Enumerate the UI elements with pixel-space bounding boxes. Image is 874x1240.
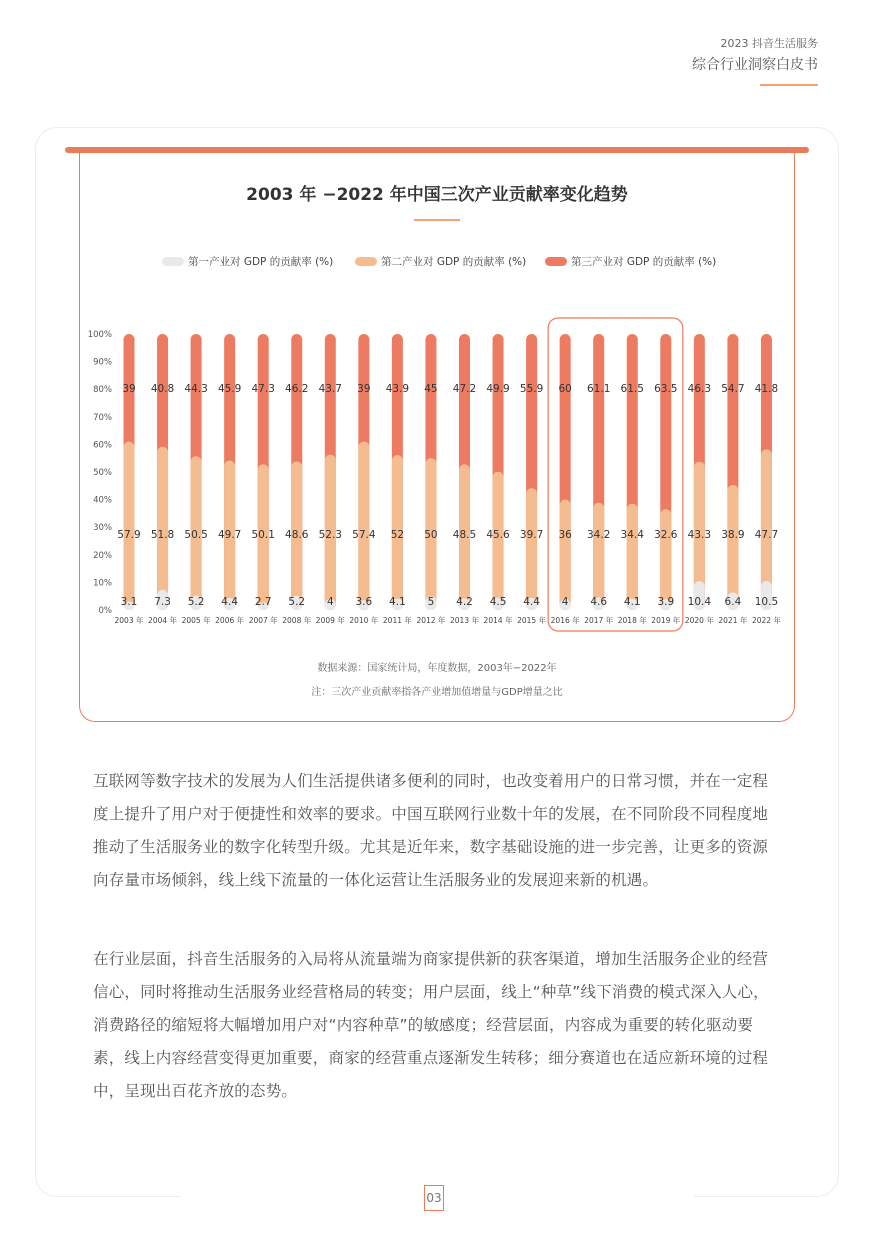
page-number: 03 <box>424 1185 444 1211</box>
data-label-primary: 10.5 <box>754 596 779 608</box>
data-label-primary: 3.6 <box>355 596 373 608</box>
data-label-secondary: 38.9 <box>721 529 745 541</box>
y-tick-label: 80% <box>93 385 112 396</box>
body-paragraph-2: 在行业层面，抖音生活服务的入局将从流量端为商家提供新的获客渠道，增加生活服务企业的经营信心，同时将推动生活服务业经营格局的转变；用户层面，线上“种草”线下消费的模式深入人心，消费路径的缩短将大幅增加用户对“内容种草”的敏感度；经营层面，内容成为重要的转化驱动要素，线上内容经营变得更加重要，商家的经营重点逐渐发生转移；细分赛道也在适应新环境的过程中，呈现出百花齐放的态势。 <box>93 950 769 1100</box>
data-label-tertiary: 61.1 <box>587 383 611 395</box>
y-tick-label: 0% <box>98 606 112 616</box>
x-tick-label: 2014 年 <box>483 616 513 625</box>
data-label-secondary: 43.3 <box>687 529 712 541</box>
x-tick-label: 2021 年 <box>718 616 748 625</box>
data-label-secondary: 51.8 <box>150 529 175 541</box>
data-label-secondary: 32.6 <box>654 529 678 541</box>
x-tick-label: 2007 年 <box>248 616 278 625</box>
bar-segment-secondary <box>593 503 604 610</box>
data-label-tertiary: 41.8 <box>754 383 779 395</box>
x-tick-label: 2019 年 <box>651 616 681 625</box>
data-label-secondary: 34.2 <box>587 529 611 541</box>
data-label-primary: 4.4 <box>221 596 239 608</box>
data-label-tertiary: 47.3 <box>251 383 275 395</box>
y-tick-label: 60% <box>93 440 112 451</box>
body-paragraph-1: 互联网等数字技术的发展为人们生活提供诸多便利的同时，也改变着用户的日常习惯，并在一定程度上提升了用户对于便捷性和效率的要求。中国互联网行业数十年的发展，在不同阶段不同程度地推动了生活服务业的数字化转型升级。尤其是近年来，数字基础设施的进一步完善，让更多的资源向存量市场倾斜，线上线下流量的一体化运营让生活服务业的发展迎来新的机遇。 <box>93 772 769 889</box>
data-label-tertiary: 43.9 <box>385 383 410 395</box>
data-label-secondary: 52 <box>390 529 405 541</box>
data-label-tertiary: 47.2 <box>452 383 477 395</box>
data-label-primary: 4.2 <box>456 596 473 608</box>
data-label-secondary: 50.5 <box>184 529 208 541</box>
data-label-secondary: 57.9 <box>117 529 141 541</box>
x-tick-label: 2008 年 <box>282 616 312 625</box>
data-label-tertiary: 49.9 <box>486 383 510 395</box>
data-label-secondary: 50.1 <box>251 529 275 541</box>
data-label-secondary: 57.4 <box>352 529 376 541</box>
x-tick-label: 2006 年 <box>215 616 245 625</box>
data-label-secondary: 48.6 <box>285 529 309 541</box>
y-tick-label: 50% <box>93 468 112 478</box>
x-tick-label: 2017 年 <box>584 616 614 625</box>
x-tick-label: 2011 年 <box>382 616 412 625</box>
x-tick-label: 2009 年 <box>315 616 345 625</box>
data-label-primary: 3.1 <box>120 596 138 608</box>
x-tick-label: 2018 年 <box>617 616 647 625</box>
bar-segment-secondary <box>526 488 537 610</box>
data-label-tertiary: 40.8 <box>150 383 175 395</box>
data-label-primary: 4.1 <box>623 596 641 608</box>
legend-label-tertiary: 第三产业对 GDP 的贡献率 (%) <box>571 256 717 268</box>
data-label-tertiary: 63.5 <box>654 383 678 395</box>
data-label-tertiary: 55.9 <box>519 383 544 395</box>
data-label-primary: 5.2 <box>187 596 205 608</box>
y-tick-label: 10% <box>93 578 112 589</box>
chart-title: 2003 年 −2022 年中国三次产业贡献率变化趋势 <box>246 185 628 205</box>
bar-segment-secondary <box>358 442 369 610</box>
data-label-tertiary: 44.3 <box>184 383 208 395</box>
data-label-tertiary: 39 <box>122 383 136 395</box>
data-label-tertiary: 46.3 <box>687 383 712 395</box>
data-label-secondary: 34.4 <box>620 529 644 541</box>
bar-segment-secondary <box>124 442 135 610</box>
data-label-tertiary: 46.2 <box>285 383 309 395</box>
data-label-primary: 4 <box>561 596 569 608</box>
header-subtitle: 2023 抖音生活服务 <box>720 37 818 50</box>
y-tick-label: 100% <box>87 330 112 340</box>
data-label-tertiary: 61.5 <box>620 383 644 395</box>
data-label-primary: 7.3 <box>154 596 171 608</box>
x-tick-label: 2005 年 <box>181 616 211 625</box>
y-tick-label: 20% <box>93 550 112 561</box>
data-label-primary: 4.5 <box>489 596 507 608</box>
data-label-primary: 4.4 <box>523 596 540 608</box>
data-label-secondary: 36 <box>558 529 572 541</box>
x-tick-label: 2013 年 <box>450 616 479 625</box>
x-tick-label: 2022 年 <box>751 616 781 625</box>
data-label-secondary: 45.6 <box>486 529 510 541</box>
data-source: 数据来源：国家统计局，年度数据，2003年−2022年 <box>317 663 557 674</box>
data-label-tertiary: 60 <box>558 383 572 395</box>
data-label-secondary: 47.7 <box>754 529 779 541</box>
x-tick-label: 2010 年 <box>349 616 379 625</box>
x-tick-label: 2003 年 <box>114 616 144 625</box>
legend-label-primary: 第一产业对 GDP 的贡献率 (%) <box>188 256 334 268</box>
data-label-tertiary: 43.7 <box>318 383 342 395</box>
header-title: 综合行业洞察白皮书 <box>692 57 818 73</box>
data-label-primary: 5.2 <box>288 596 306 608</box>
data-label-primary: 4.1 <box>389 596 406 608</box>
bar-segment-secondary <box>727 485 738 610</box>
x-tick-label: 2012 年 <box>416 616 446 625</box>
x-tick-label: 2015 年 <box>517 616 547 625</box>
data-label-secondary: 49.7 <box>217 529 242 541</box>
data-label-primary: 6.4 <box>724 596 742 608</box>
data-label-primary: 10.4 <box>687 596 712 608</box>
data-label-primary: 3.9 <box>657 596 675 608</box>
chart-note: 注：三次产业贡献率指各产业增加值增量与GDP增量之比 <box>311 687 563 698</box>
y-tick-label: 40% <box>93 495 112 506</box>
data-label-secondary: 50 <box>424 529 438 541</box>
bar-segment-secondary <box>627 504 638 610</box>
data-label-secondary: 48.5 <box>452 529 477 541</box>
x-tick-label: 2016 年 <box>550 616 580 625</box>
data-label-primary: 4 <box>326 596 334 608</box>
data-label-primary: 5 <box>427 596 435 608</box>
data-label-secondary: 39.7 <box>519 529 544 541</box>
data-label-primary: 2.7 <box>254 596 272 608</box>
bar-segment-secondary <box>560 500 571 610</box>
data-label-tertiary: 39 <box>357 383 371 395</box>
data-label-secondary: 52.3 <box>318 529 342 541</box>
y-tick-label: 30% <box>93 523 112 534</box>
x-tick-label: 2020 年 <box>684 616 714 625</box>
data-label-primary: 4.6 <box>590 596 608 608</box>
y-tick-label: 90% <box>93 357 112 368</box>
data-label-tertiary: 45.9 <box>217 383 242 395</box>
legend-label-secondary: 第二产业对 GDP 的贡献率 (%) <box>381 256 527 268</box>
data-label-tertiary: 54.7 <box>721 383 745 395</box>
data-label-tertiary: 45 <box>424 383 438 395</box>
y-tick-label: 70% <box>93 412 112 423</box>
bar-segment-secondary <box>660 509 671 610</box>
x-tick-label: 2004 年 <box>148 616 178 625</box>
